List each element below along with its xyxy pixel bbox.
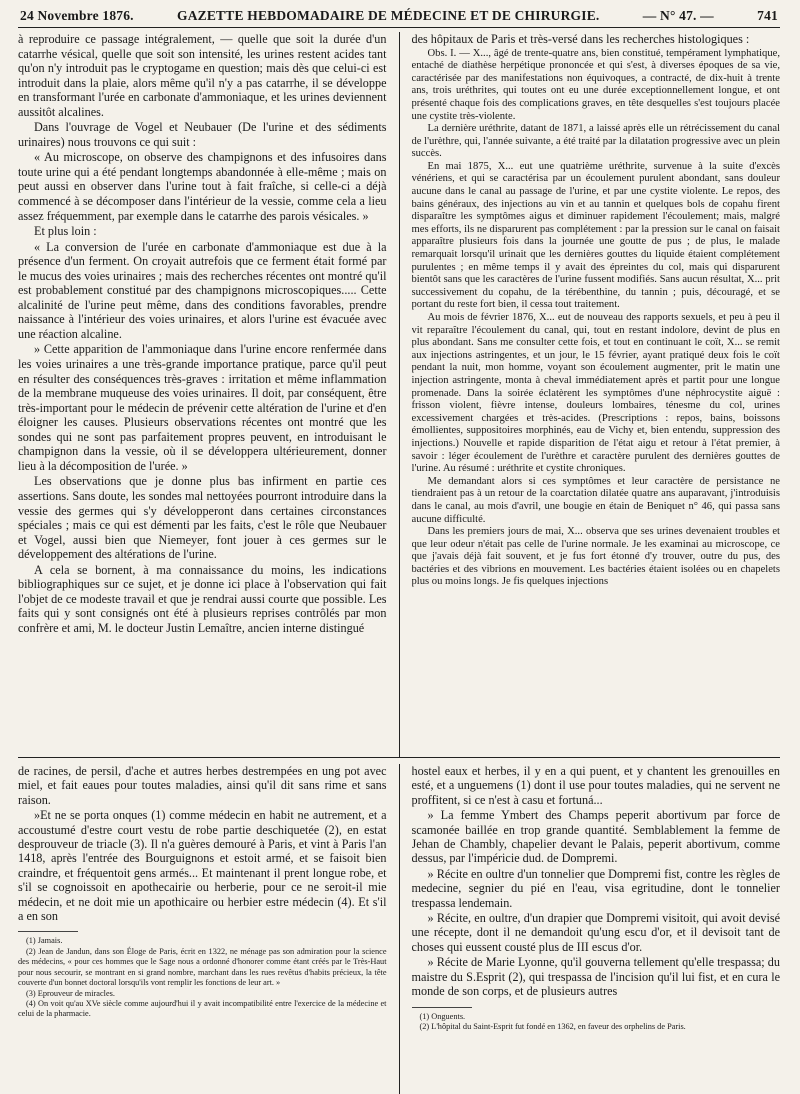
footnote: (1) Jamais. [26,936,63,946]
quoted-paragraph: » Cette apparition de l'ammoniaque dans l'urine encore renfermée dans les voies urinaires a une très-grande importance pratique, parce qu'il peut en résulter des conséquences très-graves : irritation et même inflammation de la membrane muqueuse des voies urinaires. Il doit, par conséquent, être très-important pour le médecin de prévenir cette altération de l'urine et d'en éloigner les causes. Plusieurs observations récentes ont montré que les sondes qui ne sont pas parfaitement propres peuvent, en introduisant le champignon dans la vessie, où il se développera ultérieurement, donner lieu à la décomposition de l'urée. » [18,342,387,473]
lower-left-column [18,764,387,1094]
column-divider [399,764,400,1094]
footnote-rule [18,931,78,932]
issue-date: 24 Novembre 1876. [20,8,134,23]
footnote: (4) On voit qu'au XVe siècle comme aujourd'hui il y avait incompatibilité entre l'exercice de la médecine et celui de la pharmacie. [18,998,387,1019]
column-divider [399,32,400,757]
paragraph: A cela se bornent, à ma connaissance du moins, les indications bibliographiques sur ce sujet, et je donne ici place à l'observation qui fait l'objet de ce modeste travail et que je rendrai aussi courte que possible. Les faits qui y sont consignés ont été à plusieurs reprises contrôlés par mon confrère et ami, M. le docteur Justin Lemaître, ancien interne distingué [18,562,387,635]
observation-paragraph: Obs. I. — X..., âgé de trente-quatre ans, bien constitué, tempérament lymphatique, entaché de diathèse herpétique prononcée et qui s'est, à diverses époques de sa vie, caractérisée par des manifestations non équivoques, a contracté, de dix-huit à trente ans, trois uréthrites, qui toutes ont eu une durée exceptionnellement longue, et ont présenté chaque fois des complications graves, en tête desquelles s'est toujours placée une cystite très-violente. [411,47,780,122]
observation-paragraph: Dans les premiers jours de mai, X... observa que ses urines devenaient troubles et que leur odeur n'était pas celle de l'urine normale. Je les examinai au microscope, ce que j'avais déjà fait souvent, et je fus fort étonné d'y trouver, outre du pus, des bactéries et des vibrions en mouvement. Les bactéries étaient isolées ou en chapelets plus ou moins longs. Je fis quelques injections [411,526,780,588]
paragraph: Les observations que je donne plus bas infirment en partie ces assertions. Sans doute, les sondes mal nettoyées pourront introduire dans la vessie des germes qui s'y développeront dans certaines circonstances spéciales ; mais ce qui est démenti par les faits, c'est le rôle que Neubauer et Vogel, aussi bien que Niemeyer, font jouer à ces germes sur le développement des altérations de l'urine. [18,474,387,562]
observation-paragraph: Au mois de février 1876, X... eut de nouveau des rapports sexuels, et peu à peu il vit reparaître l'écoulement du canal, qui, tout en restant indolore, devint de plus en plus abondant. Sans me consulter cette fois, et tout en continuant le coït, X... se remit aux injections astringentes, et un jour, le 15 février, ayant pratiqué deux fois le coït pendant la nuit, mon homme, voyant son écoulement augmenter, prit le matin une injection astringente, monta à cheval immédiatement après et partit pour une longue promenade. Dans la soirée éclatèrent les symptômes d'une néphrocystite aiguë : frisson violent, fièvre intense, douleurs lombaires, ténesme du col, urines excessivement chargées et très-acides. (Prescriptions : repos, bains, boissons émollientes, suppositoires morphinés, eau de Vichy et, bien entendu, suppression des injections.) Nouvelle et rapide disparition de l'état aigu et retour à l'état premier, à savoir : léger écoulement de l'urèthre et caractère purulent des dernières gouttes de l'urine. Au résumé : uréthrite et cystite chroniques. [411,312,780,475]
main-article [18,32,780,758]
main-right-column [412,32,781,757]
feuilleton [18,764,780,1094]
paragraph: »Et ne se porta onques (1) comme médecin en habit ne autrement, et a accoustumé d'estre court vestu de robe partie deschiquetée (2), en estat desprouveur de triacle (3). Il n'a guères demouré à Paris, et vint à Paris l'an 1418, après l'entrée des Bourguignons et estoit armé, et se faisoit bien craindre, et fréquentoit gens armés... Et maintenant il prent longue robe, et s'il se cognoissoit en apothecairie ou herberie, pour ce ne seroit-il mie médecin, et ne doit mie un apothicaire ou herbier estre médecin (4). Et s'il a en son [18,808,387,924]
main-left-column [18,32,387,757]
footnotes-left [18,931,387,1019]
paragraph: de racines, de persil, d'ache et autres herbes destrempées en ung pot avec miel, et fait eaues pour toutes maladies, ainsi qu'il dit sans rime et sans raison. [18,764,387,807]
paragraph: » Récite, en oultre, d'un drapier que Dompremi visitoit, qui avoit devisé une récepte, dont il ne demandoit qu'ung escu d'or, et il devisoit tant de choses qui eussent cousté plus de III escus d'or. [411,911,780,954]
observation-paragraph: La dernière uréthrite, datant de 1871, a laissé après elle un rétrécissement du canal de l'urèthre, qui, l'année suivante, a été traité par la dilatation progressive avec un plein succès. [411,123,780,160]
paragraph: hostel eaux et herbes, il y en a qui puent, et y chantent les grenouilles en esté, et a unguemens (1) dont il use pour toutes maladies, qui ne servent ne proffitent, si ce n'est à casu et fortuná... [411,764,780,807]
footnote: (3) Eprouveur de miracles. [26,988,115,998]
quoted-paragraph: « Au microscope, on observe des champignons et des infusoires dans toute urine qui a été pendant longtemps abandonnée à elle-même ; mais on peut aussi en observer dans l'urine tout à fait fraîche, si celle-ci a déjà commencé à se décomposer dans l'intérieur de la vessie, comme cela a lieu assez fréquemment, par exemple dans le catarrhe des parois vésicales. » [18,150,387,223]
paragraph: à reproduire ce passage intégralement, — quelle que soit la durée d'un catarrhe vésical, quelle que soit son intensité, les urines restent acides tant qu'on n'y introduit pas le cryptogame en question; mais dès que celui-ci est introduit dans la plaie, alors même qu'il n'y a pas catarrhe, il se développe en transformant l'urée en carbonate d'ammoniaque, et les urines deviennent aussitôt alcalines. [18,32,387,119]
issue-number: — N° 47. — [642,8,714,23]
page-number: 741 [757,8,778,23]
paragraph: Et plus loin : [34,224,97,239]
observation-paragraph: Me demandant alors si ces symptômes et leur caractère de persistance ne tiendraient pas à un retour de la coarctation dilatée quatre ans auparavant, j'introduisis dans le canal, au mois d'avril, une bougie en étain de Beniquet n° 46, qui passa sans aucune difficulté. [411,475,780,525]
footnote: (2) Jean de Jandun, dans son Éloge de Paris, écrit en 1322, ne ménage pas son admiration pour la science des médecins, « pour ces hommes que le Sage nous a ordonné d'honorer comme étant créés par le Très-Haut pour nous secourir, se montrant en si grand nombre, marchant dans les rues revêtus d'habits précieux, la tête couverte d'un bonnet doctoral lorsqu'ils vont remplir les fonctions de leur art. » [18,946,387,988]
observation-paragraph: En mai 1875, X... eut une quatrième uréthrite, survenue à la suite d'excès vénériens, et qui se caractérisa par un écoulement purulent abondant, sans douleur aucune dans le canal au passage de l'urine, et par une cystite violente. Le repos, des bains généraux, des injections au vin et au tannin et quelques bols de copahu firent disparaître les symptômes aigus et diminuer rapidement l'écoulement; mais, malgré mes efforts, ils ne disparurent pas complétement : par la pression sur le canal on faisait apparaître plusieurs fois dans la journée une goutte de pus ; de plus, le malade remarquait lorsqu'il urinait que les dernières gouttes du liquide étaient complétement purulentes ; en même temps il y avait des épreintes du col, mais qui disparurent bientôt sans que les caractères de l'urine fussent modifiés. Sans aucun résultat, X... prit successivement du copahu, de la térébenthine, du tannin ; puis, découragé, et se portant du reste fort bien, il cessa tout traitement. [411,160,780,311]
lower-right-column [412,764,781,1094]
quoted-paragraph: « La conversion de l'urée en carbonate d'ammoniaque est due à la présence d'un ferment. On croyait autrefois que ce ferment était formé par le mucus des voies urinaires ; mais des recherches récentes ont montré qu'il est probablement constitué par des champignons microscopiques..... Cette alcalinité de l'urine peut même, dans des conditions favorables, prendre naissance à l'intérieur des voies urinaires, et alors l'urine est évacuée avec une réaction alcaline. [18,239,387,341]
footnote: (1) Onguents. [419,1011,466,1021]
running-header [18,8,780,28]
paragraph: Dans l'ouvrage de Vogel et Neubauer (De l'urine et des sédiments urinaires) nous trouvons ce qui suit : [18,120,387,149]
footnotes-right [412,1007,781,1033]
paragraph: » Récite en oultre d'un tonnelier que Dompremi fist, contre les règles de medecine, segnier du pié en l'eau, visa egritudine, dont le tonnelier trespassa lendemain. [411,866,780,910]
footnote-rule [412,1007,472,1008]
journal-title: GAZETTE HEBDOMADAIRE DE MÉDECINE ET DE CHIRURGIE. [177,8,600,23]
paragraph: des hôpitaux de Paris et très-versé dans les recherches histologiques : [411,32,750,46]
paragraph: » La femme Ymbert des Champs peperit abortivum par force de scamonée baillée en trop grande quantité. Semblablement la femme de Jehan de Chambly, chapelier devant le Palais, peperit abortivum, comme dessus, par l'impéricie dud. de Dompremi. [411,808,780,866]
footnote: (2) L'hôpital du Saint-Esprit fut fondé en 1362, en faveur des orphelins de Paris. [419,1021,686,1031]
paragraph: » Récite de Marie Lyonne, qu'il gouverna tellement qu'elle trespassa; du maistre du S.Esprit (2), qui trespassa de l'incision qu'il lui fist, et en cura le monde de son corps, et de plusieurs autres [411,955,780,999]
